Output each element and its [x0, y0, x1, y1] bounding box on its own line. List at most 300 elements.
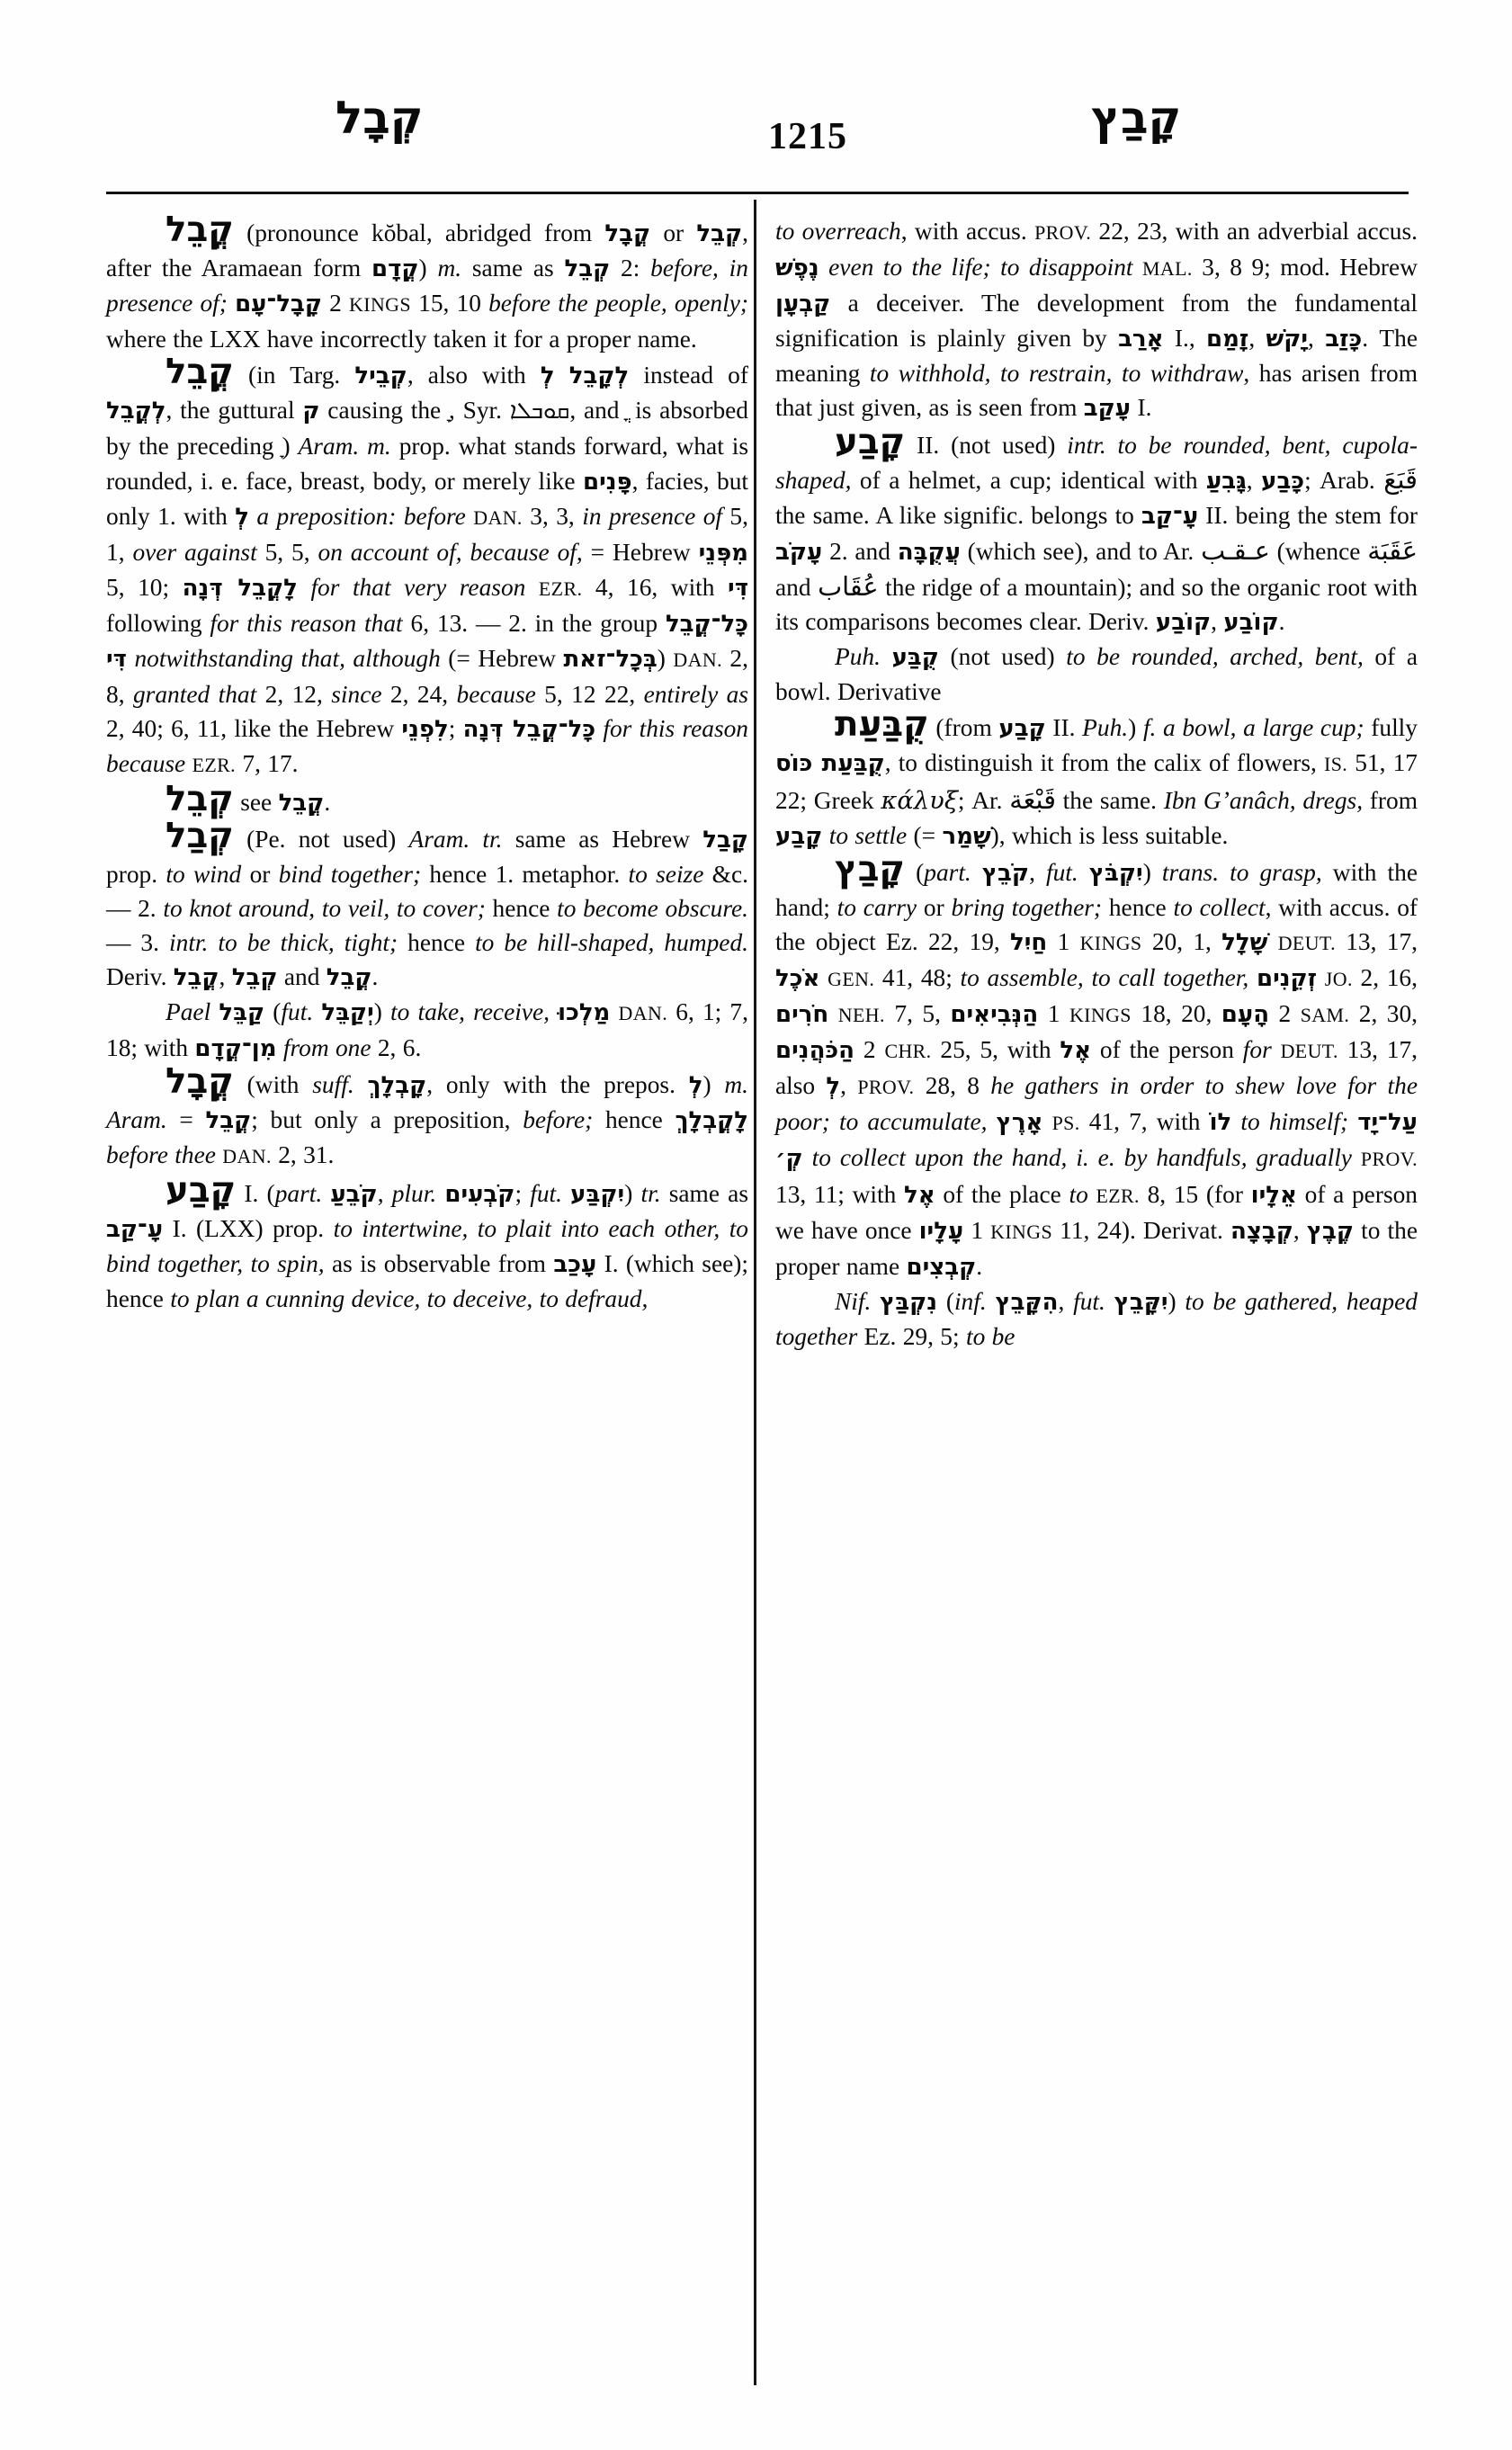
hebrew-text: הַנְּבִיאִים	[950, 1001, 1039, 1029]
left-column	[106, 210, 749, 1316]
hebrew-text: הָעָם	[1221, 1001, 1270, 1029]
body-text: 41, 48;	[874, 963, 961, 991]
entry-headword: קְבַל	[166, 815, 234, 856]
dictionary-entry	[775, 639, 1418, 709]
gloss-italic: to intertwine, to plait into each other, to bind together, to spin,	[106, 1214, 748, 1277]
gloss-italic: on account of, because of,	[318, 538, 583, 566]
gloss-italic: in presence of	[582, 502, 722, 530]
hebrew-text: ק	[302, 398, 320, 425]
hebrew-text: אֶל	[903, 1181, 935, 1209]
body-text: same as	[660, 1179, 748, 1207]
hebrew-text: זָמַם	[1205, 326, 1249, 353]
body-text: 13, 11; with	[775, 1180, 904, 1208]
body-text: (from	[928, 714, 999, 742]
hebrew-text: קֳבֵל	[173, 963, 219, 991]
body-text	[1105, 1288, 1114, 1315]
hebrew-text: כָּל־קֳבֵל דִּי	[106, 611, 748, 674]
body-text	[313, 998, 321, 1025]
gloss-italic: to settle	[828, 821, 908, 849]
dictionary-entry	[106, 1169, 748, 1316]
body-text: 18, 20,	[1131, 1000, 1221, 1028]
gloss-italic: bring together;	[951, 893, 1103, 921]
body-text: prop. what stands forward, what is rounded, i. e. face, breast, body, or merely like	[106, 432, 748, 495]
gloss-italic: to wind	[166, 860, 242, 888]
gloss-italic: for this reason that	[210, 610, 403, 638]
gloss-italic: Puh.	[1082, 714, 1129, 742]
running-head	[106, 92, 1406, 185]
hebrew-text: נֶפֶשׁ	[775, 255, 819, 282]
body-text	[185, 750, 192, 777]
hebrew-text: עָ־קַב	[106, 1215, 164, 1243]
body-text: ŏ	[383, 219, 397, 246]
gloss-italic: to be rounded, arched, bent,	[1066, 643, 1364, 671]
body-text: with the hand;	[775, 858, 1418, 921]
scripture-reference: SAM.	[1300, 1004, 1350, 1027]
body-text: ; Ar.	[957, 786, 1010, 814]
body-text: 2	[1269, 1000, 1301, 1028]
gloss-italic: since	[331, 681, 382, 709]
body-text	[803, 1144, 812, 1171]
body-text: 5, 5,	[256, 538, 318, 566]
gloss-italic: f. a bowl, a large cup;	[1142, 714, 1364, 742]
gloss-italic: suff.	[312, 1071, 354, 1099]
scripture-reference: MAL.	[1142, 257, 1193, 281]
body-text	[1272, 1036, 1281, 1063]
body-text: of a bowl. Derivative	[775, 643, 1418, 706]
body-text	[881, 643, 892, 670]
gloss-italic: a preposition: before	[256, 502, 466, 530]
hebrew-text: קֳבֵל	[326, 963, 372, 991]
body-text	[822, 822, 828, 849]
body-text: ,	[840, 1072, 858, 1100]
hebrew-text: עָקֹב	[775, 538, 823, 566]
entry-conjugation-label: Nif.	[835, 1287, 872, 1315]
scripture-reference: DAN.	[673, 648, 722, 672]
hebrew-text: עֲקֻבָּה	[897, 538, 961, 566]
scripture-reference: DEUT.	[1277, 931, 1336, 954]
hebrew-text: קָבַע	[998, 715, 1046, 743]
body-text: hence	[485, 894, 558, 922]
body-text: (not used)	[938, 643, 1067, 671]
body-text: (pronounce k	[233, 219, 384, 246]
gloss-italic: because	[456, 681, 536, 709]
body-text: ,	[1029, 858, 1046, 886]
body-text: (with	[233, 1071, 313, 1099]
body-text: , to distinguish it from the calix of flowers,	[884, 749, 1325, 777]
hebrew-text: עַל־יָד	[1357, 1109, 1418, 1137]
gloss-italic: Ibn Gʼanâch, dregs,	[1163, 786, 1364, 814]
gloss-italic: to be gathered, heaped together	[775, 1287, 1418, 1350]
hebrew-text: קְ׳	[775, 1145, 803, 1173]
body-text	[1267, 928, 1277, 955]
hebrew-text: אֹכֶל	[775, 964, 820, 992]
hebrew-text: בְּכָל־זאת	[563, 646, 658, 674]
hebrew-text: לְ	[540, 362, 555, 390]
gloss-italic: plur.	[391, 1179, 437, 1207]
column-divider-rule	[754, 200, 756, 2385]
body-text: 2. and	[822, 537, 898, 565]
body-text: 2, 16,	[1352, 963, 1418, 991]
gloss-italic: even to the life; to disappoint	[828, 254, 1133, 282]
body-text: 13, 17, also	[775, 1036, 1418, 1100]
body-text: same as Hebrew	[502, 825, 703, 853]
body-text: I.	[1131, 394, 1152, 422]
entry-headword: קֻבַּעַת	[835, 704, 929, 746]
hebrew-text: קֻבַּעַת כּוֹס	[775, 750, 885, 778]
body-text: hence 1. metaphor.	[421, 860, 629, 888]
hebrew-text: יָקֹשׁ	[1266, 326, 1309, 353]
body-text: (	[937, 1287, 954, 1315]
body-text: 4, 16, with	[582, 573, 729, 601]
body-text: ; Arab.	[1304, 466, 1384, 494]
body-text: 2, 8,	[106, 645, 748, 709]
body-text: instead of	[629, 362, 748, 389]
gloss-italic: part.	[274, 1179, 323, 1207]
hebrew-text: קוֹבַע	[1223, 609, 1279, 637]
body-text: ,	[1211, 608, 1224, 636]
page-number: 1215	[768, 116, 847, 157]
gloss-italic: part.	[924, 858, 971, 886]
body-text: , Syr.	[449, 397, 510, 425]
hebrew-text: דִּי	[728, 574, 749, 602]
body-text: 3, 3,	[522, 502, 583, 530]
gloss-italic: notwithstanding that, although	[134, 645, 441, 673]
hebrew-text: קֹבְעִים	[444, 1180, 515, 1208]
scripture-reference: DAN.	[222, 1145, 272, 1168]
body-text: (= Hebrew	[440, 645, 564, 673]
body-text: a deceiver. The development from the fundamental signification is plainly given by	[775, 290, 1418, 353]
body-text: 2:	[610, 255, 651, 282]
body-text: ;	[514, 1179, 531, 1207]
body-text: Deriv.	[106, 962, 174, 990]
hebrew-text: קָבְלָךְ	[367, 1072, 427, 1100]
hebrew-text: נִקְבַּץ	[880, 1288, 938, 1316]
scripture-reference: KINGS	[1079, 931, 1142, 954]
body-text: , has arisen from that just given, as is seen from	[775, 360, 1418, 422]
hebrew-text: שָׁלָל	[1221, 928, 1268, 956]
hebrew-text: חַיִל	[1010, 928, 1048, 956]
gloss-italic: to take, receive,	[390, 998, 550, 1026]
body-text: 2	[854, 1036, 885, 1064]
body-text: and	[775, 573, 819, 601]
body-text	[550, 998, 558, 1025]
gloss-italic: intr. to be rounded, bent, cupola-shaped,	[775, 431, 1418, 494]
body-text: = Hebrew	[582, 538, 699, 566]
hebrew-text: קַבְעָן	[775, 291, 831, 318]
body-text: see	[233, 788, 279, 816]
hebrew-text: קַבֵּל	[219, 999, 265, 1027]
body-text: of the person	[1091, 1036, 1243, 1064]
gloss-italic: fut.	[281, 998, 314, 1026]
entry-headword: קֳבָל	[166, 1061, 234, 1103]
scripture-reference: DEUT.	[1280, 1040, 1338, 1063]
hebrew-text: חֹרִים	[775, 1001, 829, 1029]
body-text	[210, 998, 219, 1025]
hebrew-text: קֶבֶץ	[1306, 1217, 1355, 1245]
body-text: I. (which see); hence	[106, 1249, 748, 1312]
hebrew-text: קֳבֵל	[278, 789, 325, 817]
scripture-reference: NEH.	[837, 1004, 885, 1027]
hebrew-text: אֵלָיו	[1250, 1181, 1297, 1209]
running-head-right-word: קָבַץ	[1091, 92, 1182, 144]
body-text: or	[917, 893, 952, 921]
gloss-italic: before the people, openly;	[488, 290, 748, 317]
hebrew-text: קֳבֵל	[205, 1107, 252, 1135]
body-text: ,	[1246, 466, 1262, 494]
body-text: — 3.	[106, 928, 170, 956]
gloss-italic: to seize	[628, 860, 704, 888]
gloss-italic: to become obscure.	[557, 894, 748, 922]
body-text	[971, 859, 982, 886]
dictionary-entry	[106, 815, 748, 995]
gloss-italic: fut.	[1073, 1287, 1105, 1315]
gloss-italic: entirely as	[643, 681, 749, 709]
body-text: the same. A like signific. belongs to	[775, 501, 1142, 529]
body-text: )	[418, 255, 438, 282]
body-text	[987, 1288, 996, 1315]
body-text	[228, 290, 235, 317]
hebrew-text: גָּבִעַ	[1206, 467, 1247, 495]
body-text: 2, 24,	[381, 681, 457, 709]
hebrew-text: אֶל	[1060, 1037, 1092, 1065]
hebrew-text: כָּזַב	[1325, 326, 1363, 353]
body-text: , after the Aramaean form	[106, 219, 748, 282]
body-text: ,	[1058, 1287, 1074, 1315]
gloss-italic: m.	[437, 255, 462, 282]
hebrew-text: קָבַל	[702, 826, 748, 854]
body-text: )	[657, 645, 674, 673]
body-text: 7, 5,	[884, 1000, 951, 1028]
gloss-italic: trans. to grasp,	[1161, 858, 1322, 886]
body-text: , only with the prepos.	[426, 1071, 689, 1099]
body-text: .	[1278, 608, 1285, 636]
hebrew-text: עָכַב	[553, 1250, 597, 1278]
scripture-reference: JO.	[1324, 967, 1353, 990]
entry-headword: קֳבֵל	[166, 210, 234, 250]
body-text: II. (not used)	[905, 431, 1068, 459]
body-text: 13, 17,	[1335, 927, 1418, 955]
hebrew-text: לִפְנֵי	[401, 716, 449, 744]
body-text: 2	[322, 290, 350, 317]
body-text: of a helmet, a cup; identical with	[851, 466, 1206, 494]
hebrew-text: לְ	[826, 1073, 841, 1101]
body-text: causing the	[319, 397, 449, 425]
body-text: hence	[593, 1106, 675, 1134]
body-text: 51, 17 22; Greek	[775, 749, 1418, 814]
body-text: 41, 7, with	[1079, 1108, 1210, 1136]
body-text: 1	[1038, 1000, 1069, 1028]
scripture-reference: KINGS	[990, 1220, 1053, 1243]
dictionary-entry	[775, 848, 1418, 1284]
hebrew-text: מַלְכוּ	[558, 999, 611, 1027]
scripture-reference: EZR.	[192, 754, 237, 777]
body-text: where the LXX have incorrectly taken it for a proper name.	[106, 326, 697, 353]
body-text	[819, 964, 828, 991]
body-text: .	[976, 1252, 983, 1280]
gloss-italic: for	[1242, 1036, 1272, 1064]
gloss-italic: before, in presence of;	[106, 255, 748, 317]
hebrew-text: לָקֳבֵל דְּנָה	[182, 574, 298, 602]
body-text	[354, 1071, 368, 1098]
hebrew-text: יִקְבֹּץ	[1088, 859, 1143, 887]
header-rule	[106, 192, 1409, 194]
scripture-reference: KINGS	[1069, 1004, 1132, 1027]
dictionary-entry	[775, 421, 1418, 640]
arabic-text: عُقَاب	[818, 570, 879, 602]
body-text: . The meaning	[775, 325, 1418, 388]
gloss-italic: to be	[965, 1322, 1015, 1350]
scripture-reference: IS.	[1324, 753, 1348, 776]
scripture-reference: DAN.	[473, 505, 523, 529]
dictionary-entry	[106, 210, 748, 356]
gloss-italic: he gathers in order to shew love for the poor; to accumulate,	[775, 1072, 1418, 1136]
body-text: is absorbed by the preceding	[106, 397, 749, 460]
body-text	[1078, 859, 1089, 886]
body-text: same as	[461, 255, 565, 282]
gloss-italic: before;	[523, 1106, 594, 1134]
body-text: 7, 17.	[236, 750, 299, 778]
body-text: )	[702, 1071, 725, 1099]
entry-headword: קָבַץ	[835, 848, 906, 890]
scripture-reference: PS.	[1051, 1112, 1080, 1135]
body-text: to the proper name	[775, 1216, 1418, 1280]
gloss-italic: to overreach	[775, 218, 901, 245]
body-text: Ez. 29, 5;	[857, 1322, 966, 1350]
hebrew-text: הַכֹּהֲנִים	[775, 1037, 855, 1065]
body-text	[610, 998, 618, 1025]
body-text: 5, 12 22,	[535, 681, 644, 709]
body-text: 20, 1,	[1141, 927, 1222, 955]
body-text: or	[241, 860, 279, 888]
gloss-italic: m. Aram.	[106, 1071, 749, 1134]
body-text: from	[1363, 786, 1418, 814]
dictionary-entry	[106, 778, 748, 820]
body-text: fully	[1364, 714, 1418, 742]
body-text: .	[324, 788, 331, 816]
body-text: and	[277, 962, 327, 990]
body-text	[1352, 1144, 1361, 1171]
arabic-text: عَقَبَة	[1367, 534, 1418, 566]
body-text: 2, 12,	[256, 681, 332, 709]
body-text: 25, 5, with	[931, 1036, 1060, 1064]
body-text: (in Targ.	[233, 362, 355, 389]
body-text: (whence	[1269, 537, 1368, 565]
body-text: 28, 8	[914, 1072, 991, 1100]
body-text: 1	[1047, 927, 1080, 955]
hebrew-text: קֻבַּע	[891, 644, 939, 672]
hebrew-text: אָרַב	[1118, 326, 1164, 353]
gloss-italic: to plan a cunning device, to deceive, to defraud,	[170, 1284, 649, 1312]
dictionary-entry	[106, 995, 748, 1066]
running-head-left-word: קְבָל	[336, 92, 424, 144]
gloss-italic: to	[1069, 1180, 1088, 1208]
hebrew-text: כָּבַע	[1261, 467, 1305, 495]
body-text: 5, 1,	[106, 502, 748, 566]
body-text: II.	[1045, 714, 1083, 742]
hebrew-text: אָרֶץ	[996, 1109, 1043, 1137]
hebrew-text: פָּנִים	[582, 468, 632, 496]
body-text: , with accus.	[900, 218, 1035, 245]
body-text: 15, 10	[411, 290, 489, 317]
gloss-italic: from one	[282, 1034, 371, 1062]
gloss-italic: to carry	[837, 893, 917, 921]
dictionary-entry	[775, 1284, 1418, 1354]
body-text: &c. — 2.	[106, 860, 748, 922]
hebrew-text: לְ	[688, 1072, 703, 1100]
hebrew-text: זְקֵנִים	[1256, 964, 1318, 992]
entry-headword: קֳבֵל	[166, 352, 234, 393]
hebrew-text: עָלָיו	[918, 1217, 964, 1245]
body-text: bal, abridged from	[396, 219, 605, 246]
gloss-italic: granted that	[132, 681, 257, 709]
body-text: 1	[963, 1216, 991, 1244]
gloss-italic: fut.	[1045, 858, 1078, 886]
hebrew-text: קְבֵל	[231, 963, 278, 991]
body-text: )	[1128, 714, 1143, 742]
gloss-italic: fut.	[530, 1179, 562, 1207]
gloss-italic: inf.	[953, 1287, 987, 1315]
scripture-reference: PROV.	[1360, 1148, 1418, 1171]
hebrew-text: קֳדָם	[371, 255, 419, 283]
body-text	[1248, 964, 1257, 991]
hebrew-text: מִפְּנֵי	[698, 539, 749, 567]
dictionary-entry	[106, 1061, 749, 1174]
body-text: (	[905, 858, 925, 886]
entry-conjugation-label: Puh.	[835, 643, 881, 671]
body-text: as is observable from	[324, 1249, 554, 1277]
body-text: of a person we have once	[775, 1180, 1418, 1244]
body-text: )	[1142, 858, 1162, 886]
scripture-reference: EZR.	[538, 577, 583, 600]
hebrew-text: קְבְצִים	[906, 1253, 977, 1281]
body-text	[562, 1180, 570, 1207]
hebrew-text: קֹבֵעַ	[330, 1180, 378, 1208]
body-text: 8, 15 (for	[1139, 1180, 1251, 1208]
arabic-text: عـقـب	[1201, 534, 1270, 566]
dictionary-entry	[775, 214, 1418, 426]
gloss-italic: to himself;	[1240, 1108, 1349, 1136]
hebrew-text: עָ־קַב	[1141, 502, 1199, 530]
body-text	[1133, 254, 1142, 281]
gloss-italic: for this reason because	[106, 715, 748, 778]
hebrew-text: קְבָצָה	[1230, 1217, 1293, 1245]
gloss-italic: to assemble, to call together,	[960, 963, 1249, 991]
hebrew-text: יִקָּבֵץ	[1114, 1288, 1168, 1316]
body-text: or	[650, 219, 697, 246]
body-text: ), which is less suitable.	[990, 821, 1229, 849]
body-text: )	[1168, 1287, 1185, 1315]
scripture-reference: PROV.	[857, 1076, 915, 1099]
body-text: )	[624, 1179, 641, 1207]
body-text: ,	[1293, 1216, 1307, 1244]
body-text: hence	[398, 928, 476, 956]
hebrew-text: לְקָבֵל	[568, 362, 630, 390]
body-text: I. (LXX) prop.	[163, 1214, 334, 1242]
gloss-italic: Aram. m.	[298, 432, 391, 460]
body-text: II. being the stem for	[1198, 501, 1418, 529]
body-text: (	[264, 998, 282, 1026]
hebrew-text: קֳבָל	[604, 220, 651, 247]
body-text: 22, 23, with an adverbial accus.	[1091, 218, 1418, 245]
entry-headword: קְבֵל	[166, 778, 234, 819]
body-text	[322, 1180, 330, 1207]
entry-headword: קָבַע	[166, 1169, 237, 1211]
body-text	[1042, 1108, 1051, 1135]
body-text	[828, 1000, 837, 1027]
gloss-italic: Aram. tr.	[408, 825, 503, 853]
hebrew-text: מִן־קֳדָם	[194, 1035, 277, 1063]
body-text: of the place	[935, 1180, 1069, 1208]
